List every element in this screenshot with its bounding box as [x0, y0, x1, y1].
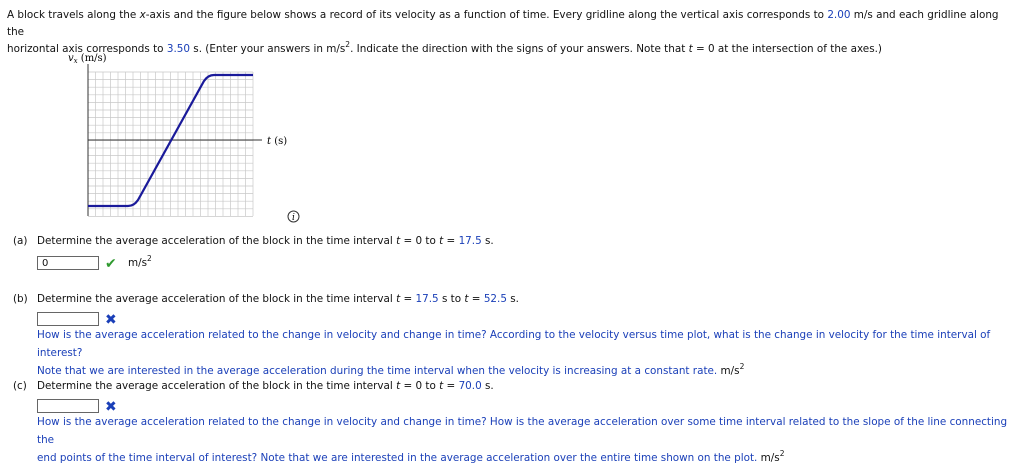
intro-text: m/s and each gridline along the — [7, 9, 999, 38]
part-label: (c) — [13, 380, 27, 392]
hint-line: end points of the time interval of interest? Note that we are interested in the average acceleration over the entire time shown on the plot. $m/s^2$ — [37, 448, 785, 464]
question-text: s. — [481, 380, 494, 392]
question-text: s to — [438, 293, 465, 305]
part-a-answer-input[interactable]: 0 — [37, 256, 99, 270]
var-t: t — [439, 380, 444, 392]
question-text: = 0 to — [400, 235, 440, 247]
question-text: = — [443, 235, 459, 247]
part-b-hint — [37, 326, 1022, 380]
part-label: (b) — [13, 293, 28, 305]
intro-text: . Indicate the direction with the signs of your answers. Note that — [350, 43, 689, 55]
part-b-unit: $m/s^2$ — [720, 361, 745, 377]
intro-text: horizontal axis corresponds to — [7, 43, 167, 55]
question-text: = 0 to — [400, 380, 440, 392]
time-value: 17.5 — [458, 235, 482, 247]
hint-line: How is the average acceleration related to the change in velocity and change in time? How is the average acceleration over some time interval related to the slope of the line connecting the — [37, 416, 1008, 446]
svg-text:i: i — [292, 213, 295, 223]
velocity-time-graph — [60, 48, 300, 228]
intro-text: = 0 at the intersection of the axes.) — [692, 43, 882, 55]
var-t: t — [396, 293, 401, 305]
check-icon: ✔ — [105, 256, 117, 272]
question-text: = — [400, 293, 416, 305]
cross-icon: ✖ — [105, 312, 117, 328]
var-t: t — [464, 293, 469, 305]
part-a-unit: $m/s^2$ — [128, 253, 152, 269]
question-text: Determine the average acceleration of the block in the time interval — [37, 380, 397, 392]
part-c-hint — [37, 413, 1022, 467]
question-text: Determine the average acceleration of the block in the time interval — [37, 293, 397, 305]
question-text: s. — [481, 235, 494, 247]
part-b-answer-input[interactable] — [37, 312, 99, 326]
intro-text: s. (Enter your answers in m/s — [189, 43, 346, 55]
unit-exponent: 2 — [345, 39, 351, 49]
intro-text: -axis and the figure below shows a record of its velocity as a function of time. Every gridline along the vertical axis corresponds to — [145, 9, 828, 21]
info-icon[interactable] — [287, 210, 300, 223]
intro-var-x: x — [139, 9, 146, 21]
part-c-unit: $m/s^2$ — [760, 448, 785, 464]
question-text: Determine the average acceleration of the block in the time interval — [37, 235, 397, 247]
graph-grid — [88, 72, 253, 216]
part-c-answer-input[interactable] — [37, 399, 99, 413]
problem-line-1 — [7, 7, 1017, 41]
horizontal-grid-value: 3.50 — [166, 43, 190, 55]
intro-var-t: t — [688, 43, 693, 55]
part-a-question — [13, 235, 494, 247]
question-text: = — [443, 380, 459, 392]
question-text: s. — [506, 293, 519, 305]
vertical-grid-value: 2.00 — [827, 9, 851, 21]
part-b-question — [13, 293, 519, 305]
hint-line: Note that we are interested in the average acceleration during the time interval when the velocity is increasing at a constant rate. $m/s^2$ — [37, 361, 745, 377]
cross-icon: ✖ — [105, 399, 117, 415]
question-text: = — [468, 293, 484, 305]
part-label: (a) — [13, 235, 28, 247]
hint-line: How is the average acceleration related to the change in velocity and change in time? According to the velocity versus time plot, what is the change in velocity for the time interval of interest? — [37, 329, 991, 359]
time-value: 17.5 — [415, 293, 439, 305]
var-t: t — [396, 235, 401, 247]
time-value: 52.5 — [483, 293, 507, 305]
var-t: t — [396, 380, 401, 392]
y-axis-label: $v_x$ (m/s) — [68, 53, 107, 65]
intro-text: A block travels along the — [7, 9, 140, 21]
x-axis-label: t (s) — [267, 136, 288, 147]
var-t: t — [439, 235, 444, 247]
time-value: 70.0 — [458, 380, 482, 392]
part-c-question — [13, 380, 494, 392]
